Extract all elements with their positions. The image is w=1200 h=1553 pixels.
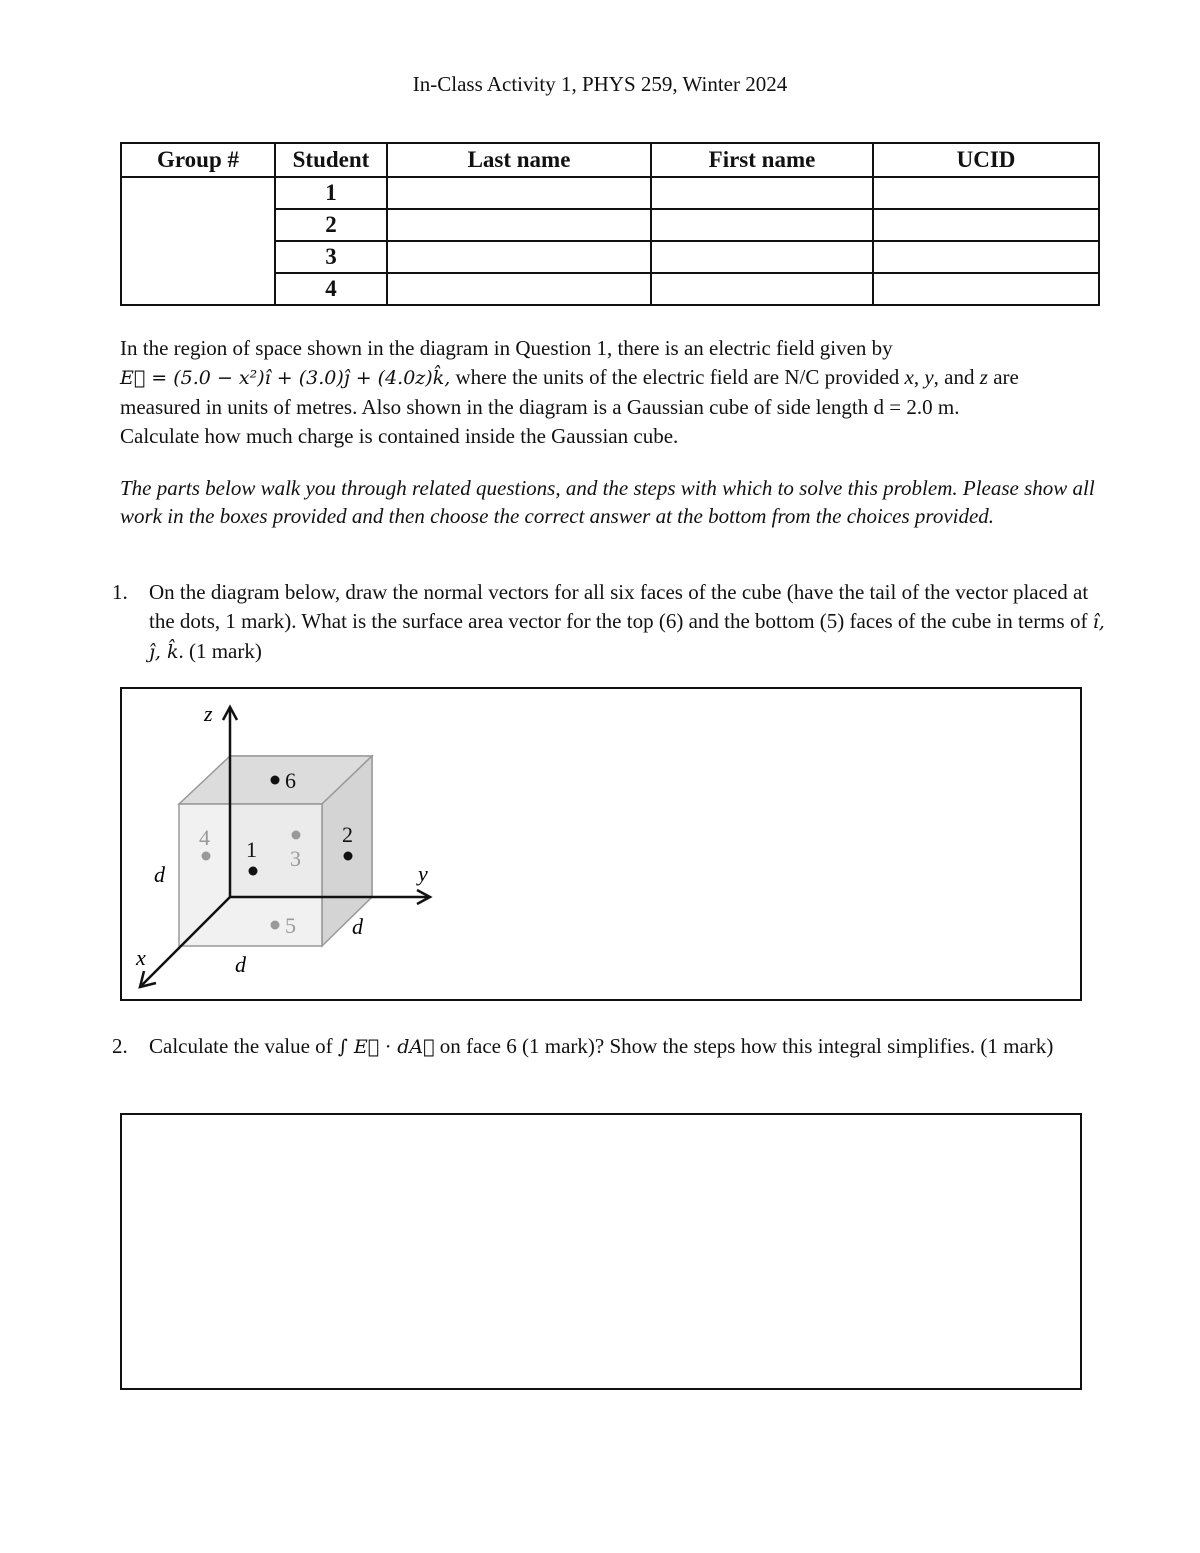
column-header-group: Group # — [121, 143, 275, 177]
column-header-first-name: First name — [651, 143, 873, 177]
face-3-label: 3 — [290, 846, 301, 871]
group-roster-table — [120, 142, 1100, 306]
z-axis-label: z — [204, 701, 213, 726]
last-name-cell[interactable] — [387, 273, 651, 305]
question-2 — [112, 1032, 1112, 1062]
face-5-label: 5 — [285, 913, 296, 938]
ucid-cell[interactable] — [873, 209, 1099, 241]
gaussian-cube-diagram — [122, 689, 462, 999]
ucid-cell[interactable] — [873, 177, 1099, 209]
question-text: Calculate the value of ∫ E⃗ · dA⃗ on face 6 (1 mark)? Show the steps how this integral simplifies. (1 mark) — [149, 1034, 1054, 1058]
face-6-label: 6 — [285, 768, 296, 793]
instructions: The parts below walk you through related questions, and the steps with which to solve this problem. Please show all work in the boxes provided and then choose the correct answer at the bottom from the choices provided. — [120, 476, 1095, 528]
answer-box-1[interactable] — [120, 687, 1082, 1001]
first-name-cell[interactable] — [651, 273, 873, 305]
column-header-ucid: UCID — [873, 143, 1099, 177]
answer-box-2[interactable] — [120, 1113, 1082, 1390]
side-label-bottom: d — [235, 952, 246, 977]
question-1 — [112, 578, 1112, 667]
face-1-dot — [249, 867, 258, 876]
face-3-dot — [292, 831, 301, 840]
group-number-cell[interactable] — [121, 177, 275, 305]
flux-integral: ∫ E⃗ · dA⃗ — [337, 1036, 435, 1058]
unit-vectors: î, ĵ, k̂ — [149, 611, 1105, 663]
face-2-dot — [344, 852, 353, 861]
student-number-cell: 4 — [275, 273, 387, 305]
ucid-cell[interactable] — [873, 273, 1099, 305]
face-5-dot — [271, 921, 280, 930]
student-number-cell: 3 — [275, 241, 387, 273]
last-name-cell[interactable] — [387, 241, 651, 273]
side-label-right: d — [352, 914, 363, 939]
first-name-cell[interactable] — [651, 209, 873, 241]
face-1-label: 1 — [246, 837, 257, 862]
problem-statement — [120, 334, 1120, 451]
column-header-student: Student — [275, 143, 387, 177]
student-number-cell: 2 — [275, 209, 387, 241]
ucid-cell[interactable] — [873, 241, 1099, 273]
student-number-cell: 1 — [275, 177, 387, 209]
side-length: d = 2.0 m. — [873, 395, 960, 419]
intro-line-2: E⃗ = (5.0 − x²)î + (3.0)ĵ + (4.0z)k̂, where the units of the electric field are N/C provided x, y, and z are — [120, 365, 1019, 389]
question-text: On the diagram below, draw the normal vectors for all six faces of the cube (have the tail of the vector placed at the dots, 1 mark). What is the surface area vector for the top (6) and the bottom (5) faces of the cube in terms of î, ĵ, k̂. (1 mark) — [149, 580, 1105, 663]
face-2-label: 2 — [342, 822, 353, 847]
y-axis-label: y — [418, 861, 428, 886]
last-name-cell[interactable] — [387, 209, 651, 241]
table-header-row — [121, 143, 1099, 177]
x-axis-label: x — [136, 945, 146, 970]
last-name-cell[interactable] — [387, 177, 651, 209]
question-number: 2. — [112, 1034, 128, 1058]
field-equation: E⃗ = (5.0 − x²)î + (3.0)ĵ + (4.0z)k̂, — [120, 367, 451, 389]
first-name-cell[interactable] — [651, 177, 873, 209]
face-4-label: 4 — [199, 825, 210, 850]
page-title: In-Class Activity 1, PHYS 259, Winter 2024 — [412, 72, 788, 96]
side-label-left: d — [154, 862, 165, 887]
column-header-last-name: Last name — [387, 143, 651, 177]
intro-line-3: measured in units of metres. Also shown in the diagram is a Gaussian cube of side length d = 2.0 m. — [120, 395, 960, 419]
table-row — [121, 177, 1099, 209]
first-name-cell[interactable] — [651, 241, 873, 273]
intro-line-1: In the region of space shown in the diagram in Question 1, there is an electric field given by — [120, 336, 893, 360]
face-6-dot — [271, 776, 280, 785]
face-4-dot — [202, 852, 211, 861]
intro-line-4: Calculate how much charge is contained inside the Gaussian cube. — [120, 424, 679, 448]
question-number: 1. — [112, 580, 128, 604]
